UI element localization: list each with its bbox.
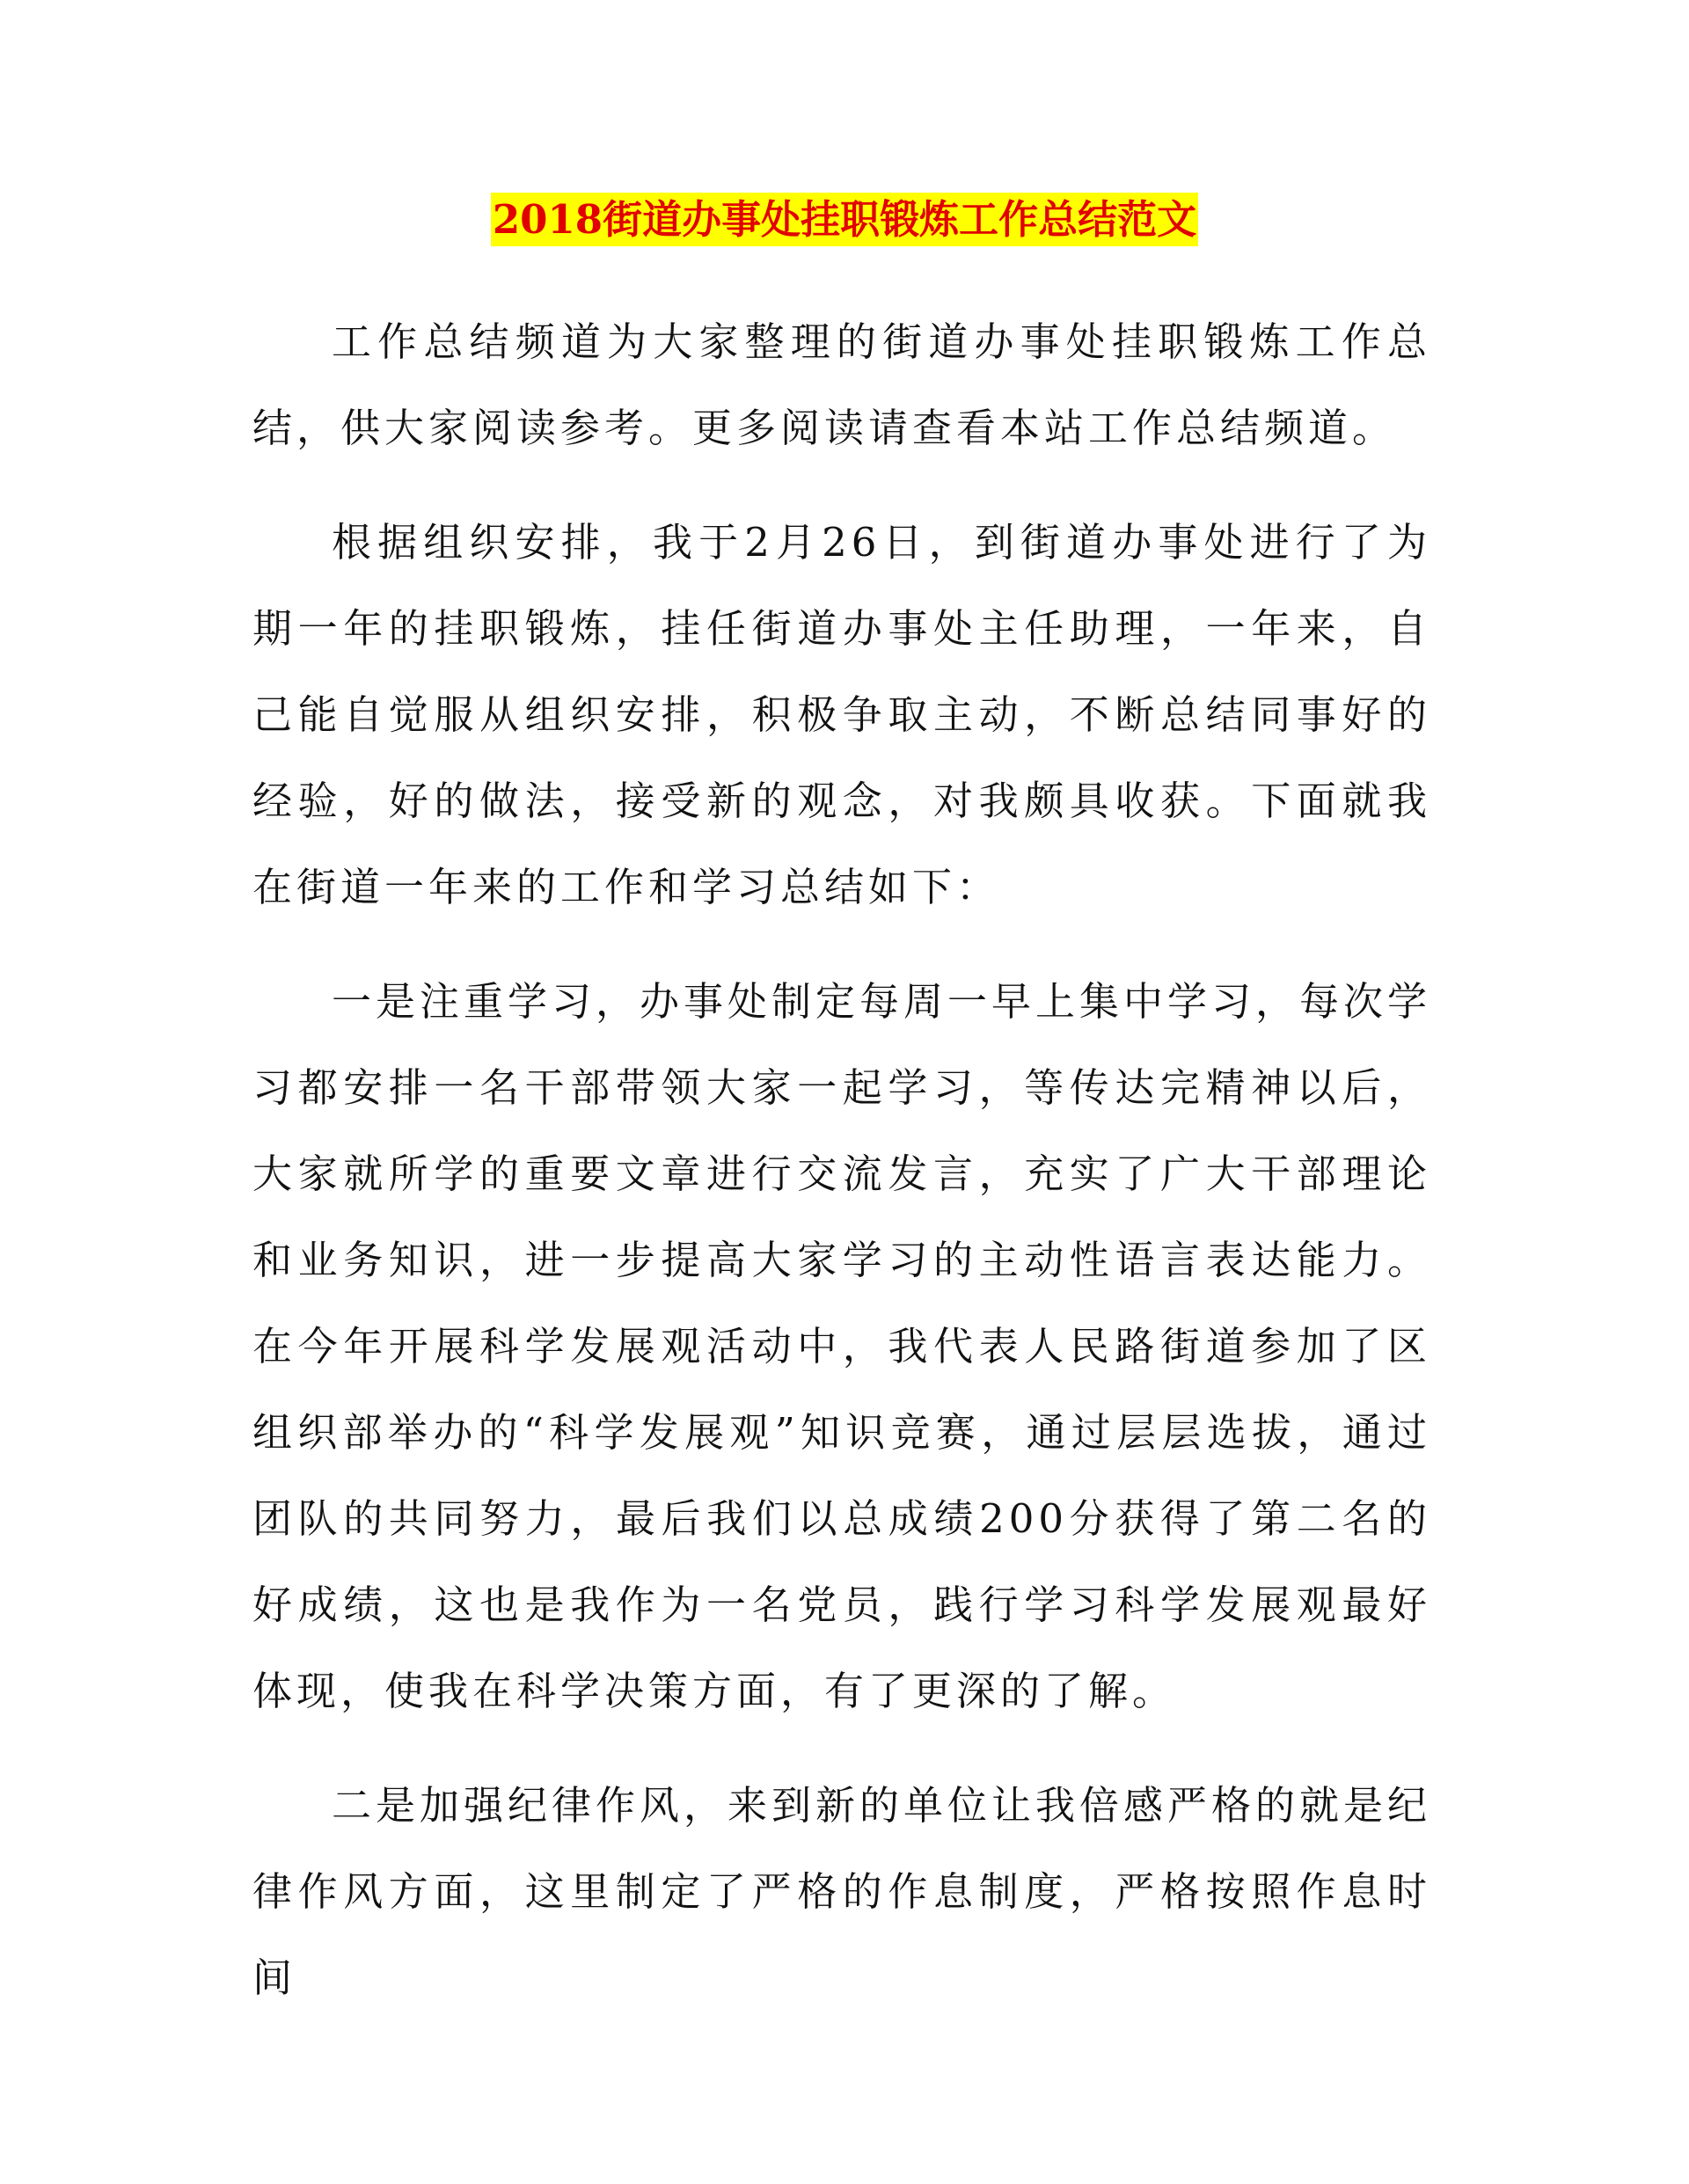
paragraph-discipline: 二是加强纪律作风，来到新的单位让我倍感严格的就是纪律作风方面，这里制定了严格的作息制度，严格按照作息时间 — [252, 1782, 1432, 2001]
document-title: 2018街道办事处挂职锻炼工作总结范文 — [491, 193, 1198, 246]
paragraph-study: 一是注重学习，办事处制定每周一早上集中学习，每次学习都安排一名干部带领大家一起学习，等传达完精神以后，大家就所学的重要文章进行交流发言，充实了广大干部理论和业务知识，进一步提高大家学习的主动性语言表达能力。在今年开展科学发展观活动中，我代表人民路街道参加了区组织部举办的“科学发展观”知识竞赛，通过层层选拔，通过团队的共同努力，最后我们以总成绩200分获得了第二名的好成绩，这也是我作为一名党员，践行学习科学发展观最好体现，使我在科学决策方面，有了更深的了解。 — [252, 978, 1432, 1714]
paragraph-arrangement: 根据组织安排，我于2月26日，到街道办事处进行了为期一年的挂职锻炼，挂任街道办事处主任助理，一年来，自己能自觉服从组织安排，积极争取主动，不断总结同事好的经验，好的做法，接受新的观念，对我颇具收获。下面就我在街道一年来的工作和学习总结如下： — [252, 519, 1431, 910]
document-body — [252, 299, 1431, 2049]
document-title-container — [0, 192, 1689, 248]
paragraph-intro: 工作总结频道为大家整理的街道办事处挂职锻炼工作总结，供大家阅读参考。更多阅读请查看本站工作总结频道。 — [252, 318, 1431, 451]
